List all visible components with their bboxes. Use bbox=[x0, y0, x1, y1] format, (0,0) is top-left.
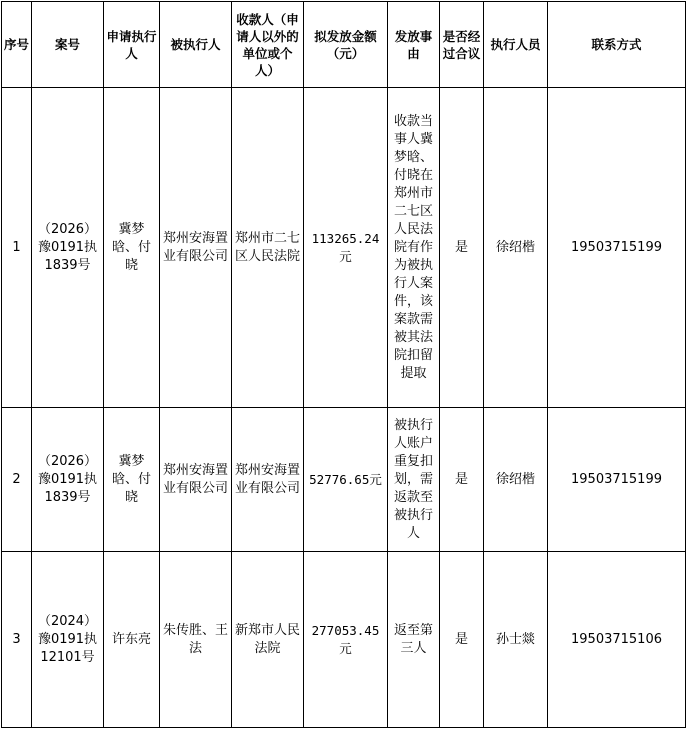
header-amount: 拟发放金额（元） bbox=[304, 2, 388, 88]
header-case-no: 案号 bbox=[32, 2, 104, 88]
cell-contact: 19503715199 bbox=[548, 408, 686, 552]
cell-amount: 52776.65元 bbox=[304, 408, 388, 552]
table-row bbox=[2, 408, 686, 552]
cell-applicant: 冀梦晗、付晓 bbox=[104, 408, 160, 552]
header-applicant: 申请执行人 bbox=[104, 2, 160, 88]
cell-respondent: 朱传胜、王法 bbox=[160, 552, 232, 728]
cell-officer: 徐绍楷 bbox=[484, 88, 548, 408]
table-row bbox=[2, 88, 686, 408]
cell-payee: 新郑市人民法院 bbox=[232, 552, 304, 728]
header-collegial: 是否经过合议 bbox=[440, 2, 484, 88]
disbursement-table bbox=[1, 1, 686, 728]
header-row bbox=[2, 2, 686, 88]
cell-case-no: （2026）豫0191执1839号 bbox=[32, 408, 104, 552]
cell-seq: 1 bbox=[2, 88, 32, 408]
table-row bbox=[2, 552, 686, 728]
cell-respondent: 郑州安海置业有限公司 bbox=[160, 88, 232, 408]
cell-seq: 3 bbox=[2, 552, 32, 728]
cell-applicant: 冀梦晗、付晓 bbox=[104, 88, 160, 408]
cell-reason: 收款当事人冀梦晗、付晓在郑州市二七区人民法院有作为被执行人案件，该案款需被其法院扣留提取 bbox=[388, 88, 440, 408]
cell-applicant: 许东亮 bbox=[104, 552, 160, 728]
header-contact: 联系方式 bbox=[548, 2, 686, 88]
header-officer: 执行人员 bbox=[484, 2, 548, 88]
header-respondent: 被执行人 bbox=[160, 2, 232, 88]
cell-reason: 被执行人账户重复扣划，需返款至被执行人 bbox=[388, 408, 440, 552]
cell-respondent: 郑州安海置业有限公司 bbox=[160, 408, 232, 552]
cell-collegial: 是 bbox=[440, 88, 484, 408]
cell-case-no: （2026）豫0191执1839号 bbox=[32, 88, 104, 408]
cell-collegial: 是 bbox=[440, 552, 484, 728]
cell-case-no: （2024）豫0191执12101号 bbox=[32, 552, 104, 728]
cell-officer: 徐绍楷 bbox=[484, 408, 548, 552]
cell-collegial: 是 bbox=[440, 408, 484, 552]
header-payee: 收款人（申请人以外的单位或个人） bbox=[232, 2, 304, 88]
cell-officer: 孙士燚 bbox=[484, 552, 548, 728]
cell-amount: 277053.45元 bbox=[304, 552, 388, 728]
header-reason: 发放事由 bbox=[388, 2, 440, 88]
cell-payee: 郑州安海置业有限公司 bbox=[232, 408, 304, 552]
cell-contact: 19503715106 bbox=[548, 552, 686, 728]
cell-seq: 2 bbox=[2, 408, 32, 552]
cell-reason: 返至第三人 bbox=[388, 552, 440, 728]
cell-contact: 19503715199 bbox=[548, 88, 686, 408]
header-seq: 序号 bbox=[2, 2, 32, 88]
cell-amount: 113265.24元 bbox=[304, 88, 388, 408]
cell-payee: 郑州市二七区人民法院 bbox=[232, 88, 304, 408]
